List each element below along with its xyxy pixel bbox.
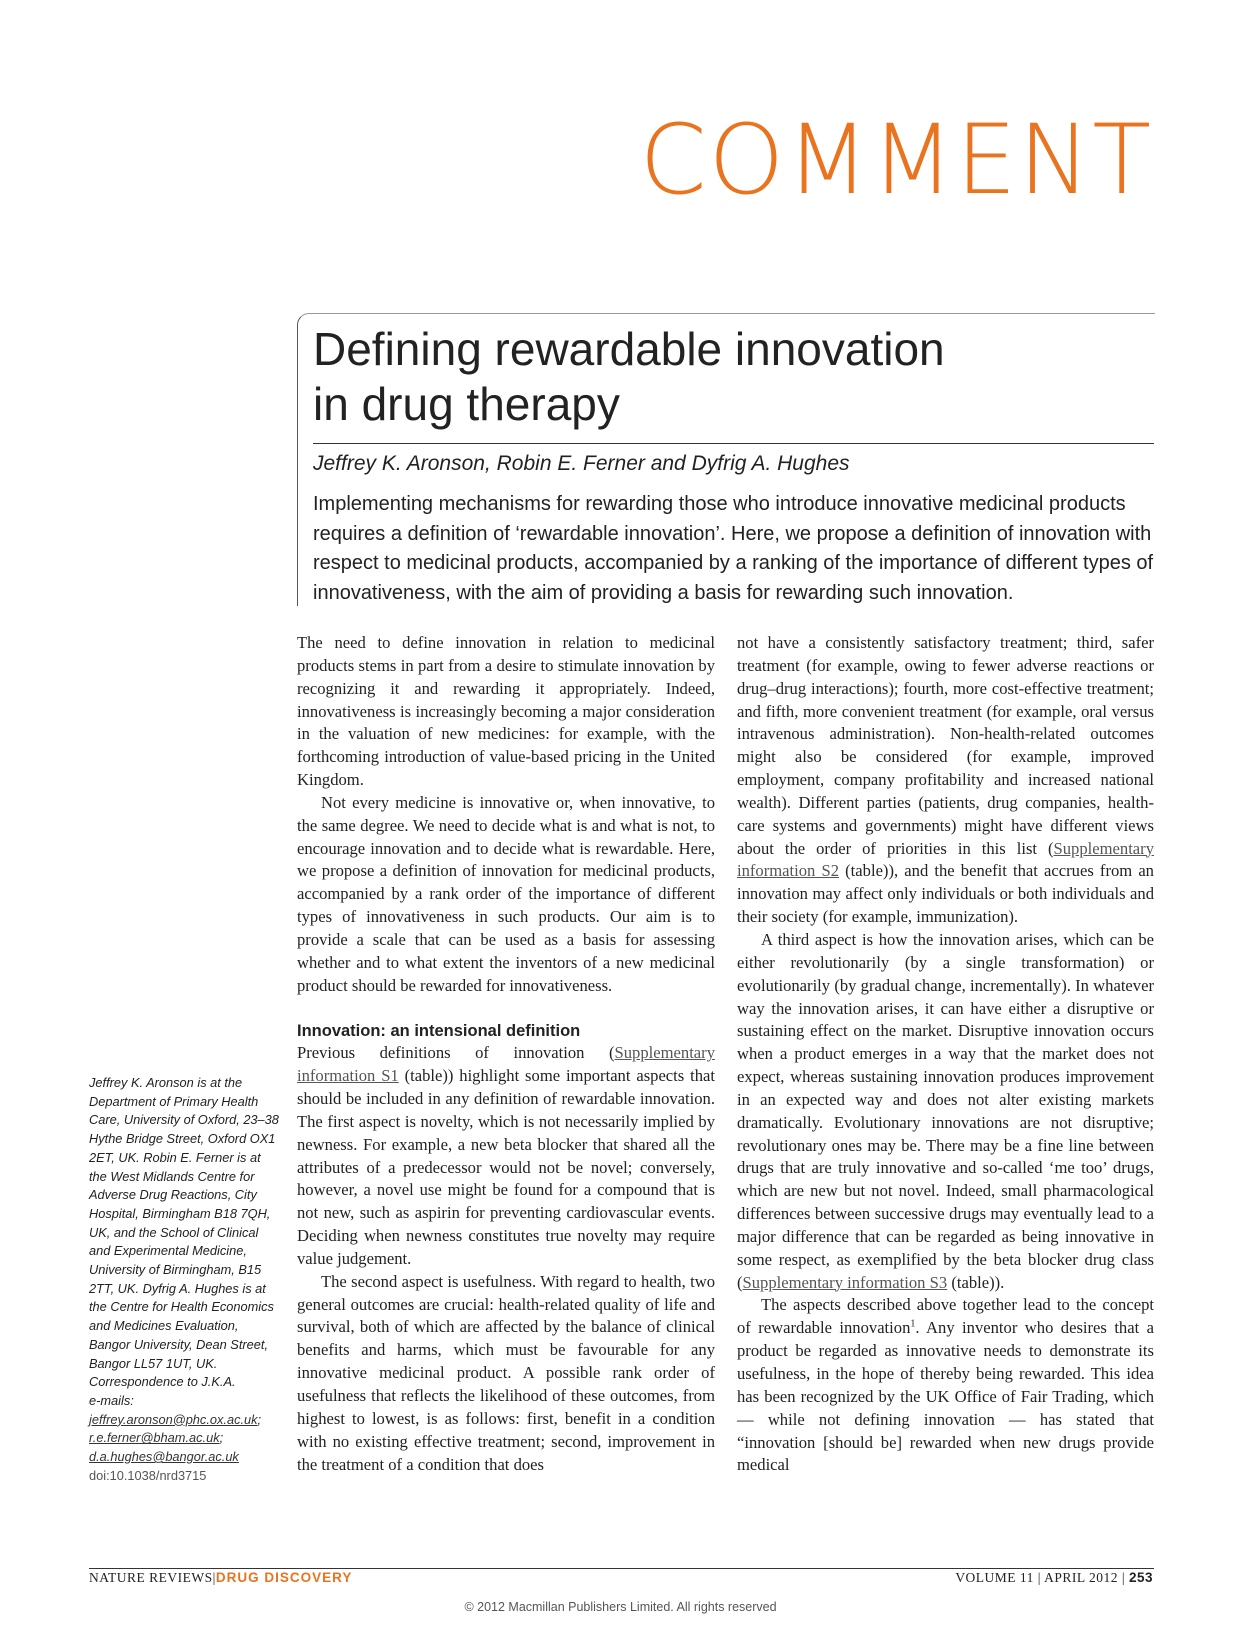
reference-marker[interactable]: 1: [910, 1318, 916, 1330]
page-number: 253: [1128, 1570, 1153, 1585]
section-heading: Innovation: an intensional definition: [297, 1021, 581, 1040]
body-paragraph: [737, 632, 1154, 929]
standfirst: Implementing mechanisms for rewarding those who introduce innovative medicinal products requires a definition of ‘rewardable innovation’. Here, we propose a definition of innovation with respect to medicinal products, accompanied by a ranking of the importance of different types of innovativeness, with the aim of providing a basis for rewarding such innovation.: [313, 493, 1154, 604]
text-run: (table)).: [947, 1272, 1005, 1292]
email-link-ferner[interactable]: r.e.ferner@bham.ac.uk: [89, 1430, 220, 1446]
article-title: [313, 322, 1133, 432]
body-column-1: [297, 632, 715, 1476]
affiliation-text: Jeffrey K. Aronson is at the Department of Primary Health Care, University of Oxford, 23–38 Hythe Bridge Street, Oxford OX1 2ET, UK. Robin E. Ferner is at the West Midlands Centre for Adverse Drug Reactions, City Hospital, Birmingham B18 7QH, UK, and the School of Clinical and Experimental Medicine, University of Birmingham, B15 2TT, UK. Dyfrig A. Hughes is at the Centre for Health Economics and Medicines Evaluation, Bangor University, Dean Street, Bangor LL57 1UT, UK. Correspondence to J.K.A. e‑mails:: [89, 1075, 279, 1408]
text-run: (table)) highlight some important aspects that should be included in any definition of rewardable innovation. The first aspect is novelty, which is not necessarily implied by newness. For example, a new beta blocker that shared all the attributes of a predecessor would not be novel; conversely, however, a novel use might be found for a compound that is not new, such as aspirin for preventing cardiovascular events. Deciding when newness constitutes true novelty may require value judgement.: [297, 1066, 715, 1268]
author-affiliations: Jeffrey K. Aronson is at the Department of Primary Health Care, University of Oxford, 23–38 Hythe Bridge Street, Oxford OX1 2ET, UK. Robin E. Ferner is at the West Midlands Centre for Adverse Drug Reactions, City Hospital, Birmingham B18 7QH, UK, and the School of Clinical and Experimental Medicine, University of Birmingham, B15 2TT, UK. Dyfrig A. Hughes is at the Centre for Health Economics and Medicines Evaluation, Bangor University, Dean Street, Bangor LL57 1UT, UK. Correspondence to J.K.A. e‑mails: jeffrey.aronson@phc.ox.ac.uk; r.e.ferner@bham.ac.uk; d.a.hughes@bangor.ac.uk doi:10.1038/nrd3715: [89, 1075, 279, 1483]
text-run: . Any inventor who desires that a product be regarded as innovative needs to demonstrate its usefulness, in the hope of thereby being rewarded. This idea has been recognized by the UK Office of Fair Trading, which — while not defining innovation — has stated that “innovation [should be] rewarded when new drugs provide medical: [737, 1318, 1155, 1475]
footer-divider: [89, 1568, 1154, 1569]
supplementary-link-s3[interactable]: Supplementary information S3: [742, 1272, 948, 1292]
body-column-2: [737, 632, 1154, 1477]
footer-issue: [955, 1570, 1153, 1586]
body-paragraph: The second aspect is usefulness. With regard to health, two general outcomes are crucial: health-related quality of life and survival, both of which are affected by the balance of clinical benefits and harms, which must be favourable for any innovative medicinal product. A possible rank order of usefulness that reflects the likelihood of these outcomes, from highest to lowest, is as follows: first, benefit in a condition with no existing effective treatment; second, improvement in the treatment of a condition that does: [297, 1271, 715, 1474]
email-link-aronson[interactable]: jeffrey.aronson@phc.ox.ac.uk: [89, 1411, 258, 1427]
doi: doi:10.1038/nrd3715: [89, 1467, 207, 1483]
text-run: The aspects described above together lead to the concept of rewardable innovation: [737, 1295, 1154, 1338]
body-paragraph: Not every medicine is innovative or, when innovative, to the same degree. We need to decide what is and what is not, to encourage innovation and to decide what is rewardable. Here, we propose a definition of innovation for medicinal products, accompanied by a rank order of the importance of different types of innovativeness in such products. Our aim is to provide a scale that can be used as a basis for assessing whether and to what extent the inventors of a new medicinal product should be rewarded for innovativeness.: [297, 792, 715, 995]
body-paragraph: [737, 929, 1154, 1295]
title-line-2: in drug therapy: [313, 378, 620, 430]
email-link-hughes[interactable]: d.a.hughes@bangor.ac.uk: [89, 1449, 239, 1465]
supplementary-link-s1[interactable]: Supplementary information S1: [297, 1043, 715, 1086]
authors: Jeffrey K. Aronson, Robin E. Ferner and Dyfrig A. Hughes: [313, 452, 850, 475]
text-run: A third aspect is how the innovation arises, which can be either revolutionarily (by a single transformation) or evolutionarily (by gradual change, incrementally). In whatever way the innovation arises, it can have either a disruptive or sustaining effect on the market. Disruptive innovation occurs when a product emerges in a way that the market does not expect, whereas sustaining innovation produces improvement in an expected way and does not alter existing markets dramatically. Evolutionary innovations are not disruptive; revolutionary ones may be. There may be a fine line between drugs that are truly innovative and so-called ‘me too’ drugs, which are new but not novel. Indeed, small pharmacological differences between successive drugs may eventually lead to a major difference that can be regarded as being innovative in some respect, as exemplified by the beta blocker drug class (: [737, 929, 1154, 1292]
text-run: not have a consistently satisfactory treatment; third, safer treatment (for example, owing to fewer adverse reactions or drug–drug interactions); fourth, more cost-effective treatment; and fifth, more convenient treatment (for example, oral versus intravenous administration). Non-health-related outcomes might also be considered (for example, improved employment, company profitability and increased national wealth). Different parties (patients, drug companies, health-care systems and governments) might have different views about the order of priorities in this list (: [737, 633, 1154, 858]
title-line-1: Defining rewardable innovation: [313, 323, 945, 375]
volume-info: VOLUME 11 | APRIL 2012 |: [955, 1570, 1126, 1585]
footer-journal: [89, 1570, 352, 1586]
body-paragraph: [297, 1042, 715, 1270]
body-paragraph: [737, 1294, 1154, 1477]
supplementary-link-s2[interactable]: Supplementary information S2: [737, 838, 1154, 881]
journal-name: DRUG DISCOVERY: [215, 1570, 353, 1585]
copyright: © 2012 Macmillan Publishers Limited. All rights reserved: [464, 1600, 777, 1614]
title-divider: [313, 443, 1154, 444]
body-paragraph: The need to define innovation in relation to medicinal products stems in part from a desire to stimulate innovation by recognizing it and rewarding it appropriately. Indeed, innovativeness is increasingly becoming a major consideration in the valuation of new medicines: for example, with the forthcoming introduction of value-based pricing in the United Kingdom.: [297, 633, 715, 790]
footer-separator: |: [212, 1570, 216, 1585]
text-run: (table)), and the benefit that accrues from an innovation may affect only individuals or both individuals and their society (for example, immunization).: [737, 861, 1154, 927]
text-run: Previous definitions of innovation (: [297, 1043, 615, 1063]
section-label: COMMENT: [639, 104, 1153, 216]
publication-name: NATURE REVIEWS: [89, 1570, 213, 1585]
